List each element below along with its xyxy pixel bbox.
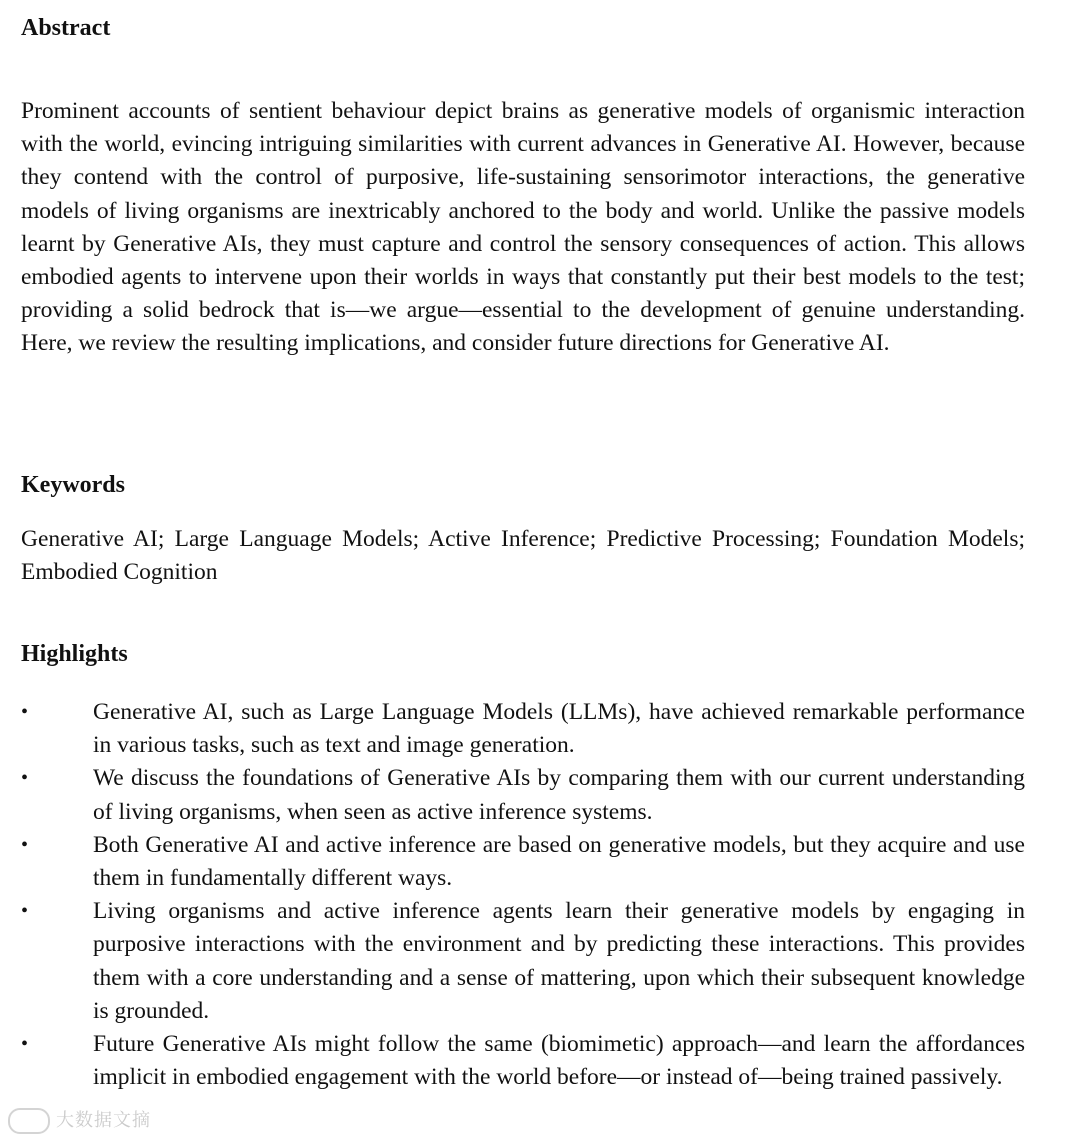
bullet-icon: • bbox=[21, 767, 29, 790]
highlight-text: We discuss the foundations of Generative AIs by comparing them with our current understanding of living organisms, when seen as active inference systems. bbox=[93, 765, 1025, 825]
highlights-list bbox=[21, 696, 1025, 1094]
bullet-icon: • bbox=[21, 900, 29, 923]
highlight-item bbox=[21, 895, 1025, 1028]
bullet-icon: • bbox=[21, 833, 29, 856]
watermark-text: 大数据文摘 bbox=[56, 1110, 151, 1131]
highlight-item bbox=[21, 762, 1025, 828]
abstract-heading: Abstract bbox=[21, 15, 111, 41]
bullet-icon: • bbox=[21, 701, 29, 723]
abstract-body: Prominent accounts of sentient behaviour depict brains as generative models of organismic interaction with the world, evincing intriguing similarities with current advances in Generative AI. However, because they contend with the control of purposive, life-sustaining sensorimotor interactions, the generative models of living organisms are inextricably anchored to the body and world. Unlike the passive models learnt by Generative AIs, they must capture and control the sensory consequences of action. This allows embodied agents to intervene upon their worlds in ways that constantly put their best models to the test; providing a solid bedrock that is—we argue—essential to the development of genuine understanding. Here, we review the resulting implications, and consider future directions for Generative AI. bbox=[21, 98, 1025, 357]
highlights-heading: Highlights bbox=[21, 641, 128, 667]
highlight-text: Living organisms and active inference agents learn their generative models by engaging in purposive interactions with the environment and by predicting these interactions. This provides them with a core understanding and a sense of mattering, upon which their subsequent knowledge is grounded. bbox=[93, 898, 1025, 1024]
keywords-body: Generative AI; Large Language Models; Active Inference; Predictive Processing; Foundation Models; Embodied Cognition bbox=[21, 526, 1025, 586]
watermark-logo-icon bbox=[8, 1108, 50, 1134]
highlight-text: Generative AI, such as Large Language Models (LLMs), have achieved remarkable performance in various tasks, such as text and image generation. bbox=[93, 699, 1025, 759]
watermark bbox=[8, 1106, 151, 1134]
bullet-icon: • bbox=[21, 1033, 29, 1056]
highlight-item bbox=[21, 1028, 1025, 1094]
highlight-item bbox=[21, 829, 1025, 895]
highlight-item bbox=[21, 696, 1025, 762]
highlight-text: Both Generative AI and active inference are based on generative models, but they acquire and use them in fundamentally different ways. bbox=[93, 831, 1025, 892]
keywords-heading: Keywords bbox=[21, 472, 125, 498]
highlight-text: Future Generative AIs might follow the same (biomimetic) approach—and learn the affordances implicit in embodied engagement with the world before—or instead of—being trained passively. bbox=[93, 1031, 1025, 1091]
